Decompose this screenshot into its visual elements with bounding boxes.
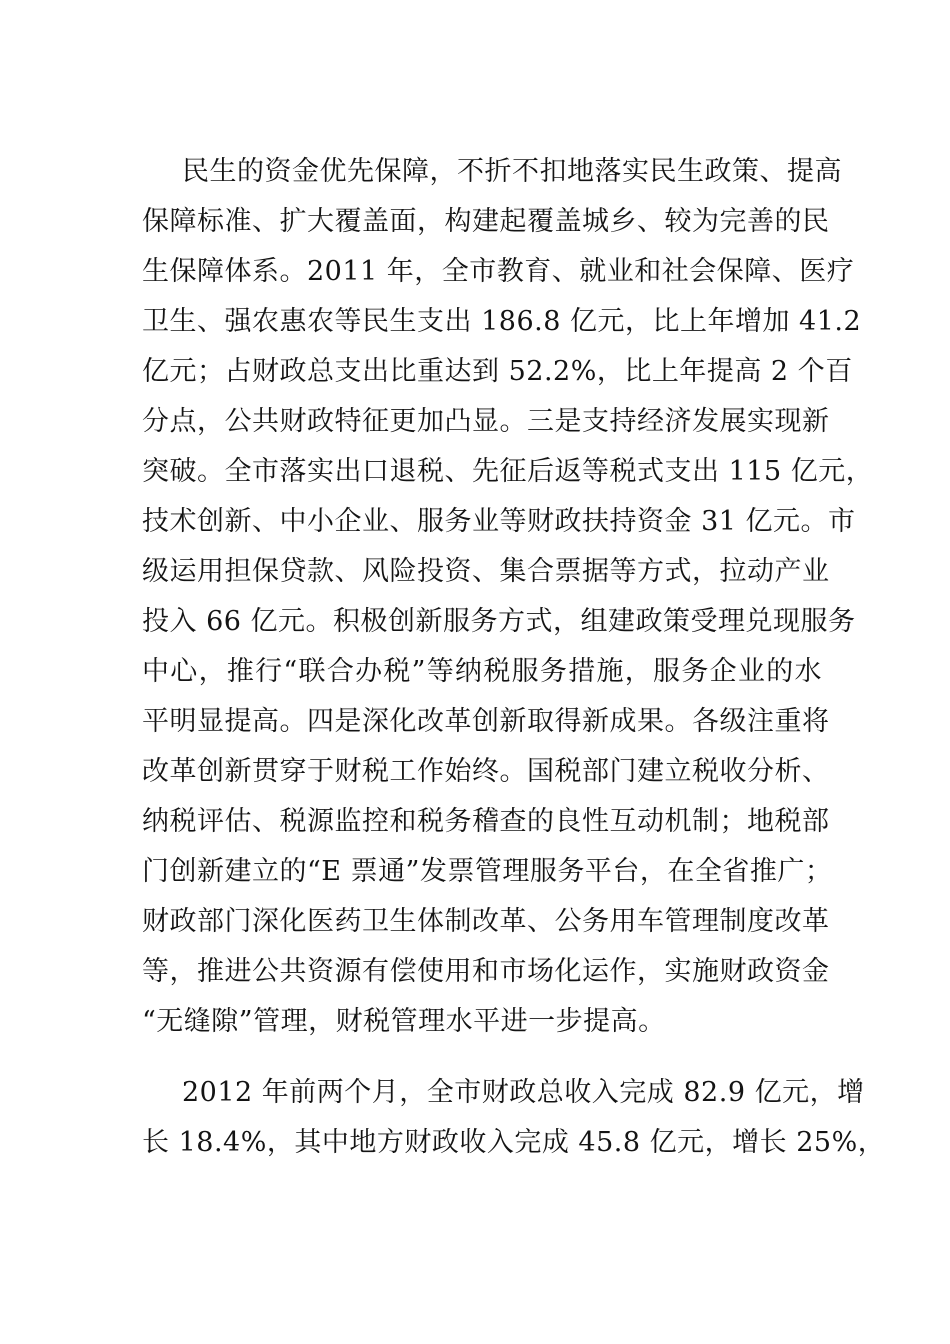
paragraph-1-line-12: 平明显提高。四是深化改革创新取得新成果。各级注重将	[142, 706, 830, 737]
paragraph-1-line-18: “无缝隙”管理，财税管理水平进一步提高。	[142, 1006, 666, 1037]
paragraph-1-line-6: 分点，公共财政特征更加凸显。三是支持经济发展实现新	[142, 406, 830, 437]
paragraph-1-line-10: 投入 66 亿元。积极创新服务方式，组建政策受理兑现服务	[142, 606, 856, 637]
paragraph-1-line-2: 保障标准、扩大覆盖面，构建起覆盖城乡、较为完善的民	[142, 206, 830, 237]
paragraph-1-line-1: 民生的资金优先保障，不折不扣地落实民生政策、提高	[182, 156, 842, 187]
paragraph-2-line-2: 长 18.4%，其中地方财政收入完成 45.8 亿元，增长 25%，	[142, 1127, 886, 1158]
paragraph-2-line-1: 2012 年前两个月，全市财政总收入完成 82.9 亿元，增	[182, 1077, 865, 1108]
paragraph-1-line-3: 生保障体系。2011 年，全市教育、就业和社会保障、医疗	[142, 256, 855, 287]
paragraph-1-line-5: 亿元；占财政总支出比重达到 52.2%，比上年提高 2 个百	[142, 356, 853, 387]
paragraph-1-line-17: 等，推进公共资源有偿使用和市场化运作，实施财政资金	[142, 956, 830, 987]
paragraph-1-line-9: 级运用担保贷款、风险投资、集合票据等方式，拉动产业	[142, 556, 830, 587]
paragraph-1-line-16: 财政部门深化医药卫生体制改革、公务用车管理制度改革	[142, 906, 830, 937]
paragraph-1-line-7: 突破。全市落实出口退税、先征后返等税式支出 115 亿元，	[142, 456, 874, 487]
paragraph-1-line-15: 门创新建立的“E 票通”发票管理服务平台，在全省推广；	[142, 856, 833, 887]
paragraph-1-line-4: 卫生、强农惠农等民生支出 186.8 亿元，比上年增加 41.2	[142, 306, 862, 337]
paragraph-1-line-14: 纳税评估、税源监控和税务稽查的良性互动机制；地税部	[142, 806, 830, 837]
paragraph-1-line-13: 改革创新贯穿于财税工作始终。国税部门建立税收分析、	[142, 756, 830, 787]
paragraph-1-line-8: 技术创新、中小企业、服务业等财政扶持资金 31 亿元。市	[142, 506, 856, 537]
paragraph-1-line-11: 中心，推行“联合办税”等纳税服务措施，服务企业的水	[142, 656, 822, 687]
